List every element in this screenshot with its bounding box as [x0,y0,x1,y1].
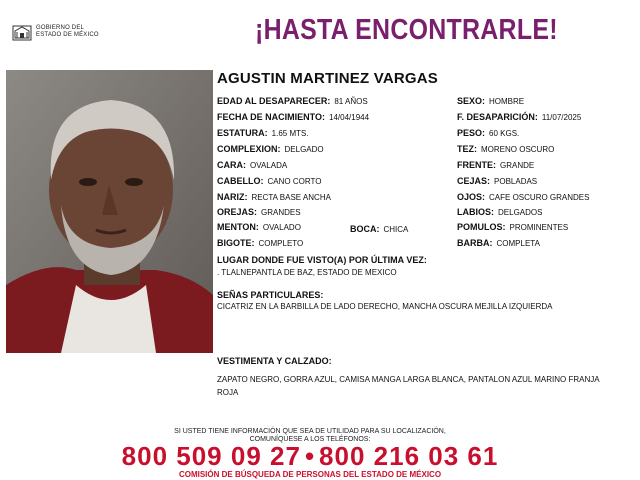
marks-text: CICATRIZ EN LA BARBILLA DE LADO DERECHO, MANCHA OSCURA MEJILLA IZQUIERDA [217,302,553,311]
phone-number-2: 800 216 03 61 [319,441,499,471]
last-seen-title: LUGAR DONDE FUE VISTO(A) POR ÚLTIMA VEZ: [217,255,427,265]
field-value: 81 AÑOS [334,97,368,106]
field-label: NARIZ: [217,192,248,202]
gov-line-1: GOBIERNO DEL [36,25,85,31]
field-value: RECTA BASE ANCHA [251,193,331,202]
field-label: MENTON: [217,222,259,232]
field-labios [457,207,542,218]
person-name: AGUSTIN MARTINEZ VARGAS [217,70,438,87]
field-orejas [217,207,301,218]
field-label: OJOS: [457,192,486,202]
field-value: OVALADA [250,161,288,170]
field-value: DELGADO [284,145,324,154]
clothing-text: ZAPATO NEGRO, GORRA AZUL, CAMISA MANGA LARGA BLANCA, PANTALON AZUL MARINO FRANJA ROJA [217,375,600,397]
field-peso [457,128,519,139]
field-value: COMPLETA [496,239,540,248]
field-cejas [457,176,537,187]
government-name [36,25,99,39]
field-value: 1.65 MTS. [271,129,309,138]
field-label: SEXO: [457,96,486,106]
field-label: OREJAS: [217,207,258,217]
contact-note-line-2: COMUNÍQUESE A LOS TELÉFONOS: [249,436,371,443]
phone-number-1: 800 509 09 27 [121,441,301,471]
field-label: POMULOS: [457,222,506,232]
field-label: ESTATURA: [217,128,268,138]
field-value: CANO CORTO [267,177,322,186]
phone-separator: • [304,441,316,471]
field-label: BOCA: [350,224,380,234]
field-label: CEJAS: [457,176,491,186]
field-value: 60 KGS. [489,129,520,138]
person-photo [6,70,213,353]
field-label: CARA: [217,160,246,170]
field-label: BIGOTE: [217,238,255,248]
contact-note-line-1: SI USTED TIENE INFORMACIÓN QUE SEA DE UTILIDAD PARA SU LOCALIZACIÓN, [174,428,446,435]
field-nacimiento [217,112,369,123]
marks-title: SEÑAS PARTICULARES: [217,290,324,300]
headline: ¡HASTA ENCONTRARLE! [255,14,558,46]
field-barba [457,238,540,249]
field-tez [457,144,554,155]
field-value: 11/07/2025 [541,113,582,122]
field-ojos [457,192,589,203]
field-value: CHICA [383,225,409,234]
field-value: COMPLETO [258,239,304,248]
field-sexo [457,96,524,107]
field-label: LABIOS: [457,207,494,217]
field-label: PESO: [457,128,486,138]
field-estatura [217,128,309,139]
field-label: BARBA: [457,238,493,248]
commission-name: COMISIÓN DE BÚSQUEDA DE PERSONAS DEL ESTADO DE MÉXICO [178,470,442,479]
field-menton [217,222,301,233]
field-label: CABELLO: [217,176,264,186]
field-pomulos [457,222,568,233]
field-value: 14/04/1944 [329,113,370,122]
field-label: COMPLEXION: [217,144,281,154]
field-boca [350,224,408,235]
field-label: FECHA DE NACIMIENTO: [217,112,325,122]
field-edad [217,96,368,107]
field-value: CAFE OSCURO GRANDES [489,193,590,202]
field-value: OVALADO [262,223,301,232]
gov-line-2: ESTADO DE MÉXICO [36,32,99,38]
field-value: POBLADAS [494,177,538,186]
field-label: EDAD AL DESAPARECER: [217,96,331,106]
clothing-title: VESTIMENTA Y CALZADO: [217,356,332,366]
field-cabello [217,176,321,187]
field-cara [217,160,287,171]
field-value: PROMINENTES [509,223,569,232]
field-nariz [217,192,331,203]
field-label: TEZ: [457,144,477,154]
field-value: GRANDES [261,208,301,217]
field-value: DELGADOS [498,208,543,217]
field-complexion [217,144,324,155]
field-value: MORENO OSCURO [481,145,555,154]
state-emblem-icon [12,22,32,42]
field-value: HOMBRE [489,97,525,106]
government-logo [12,22,99,42]
field-f-desaparicion [457,112,581,123]
field-frente [457,160,534,171]
phone-numbers [0,441,620,472]
field-value: GRANDE [500,161,535,170]
last-seen-text: . TLALNEPANTLA DE BAZ, ESTADO DE MEXICO [217,268,397,277]
field-label: FRENTE: [457,160,496,170]
field-label: F. DESAPARICIÓN: [457,112,538,122]
field-bigote [217,238,303,249]
